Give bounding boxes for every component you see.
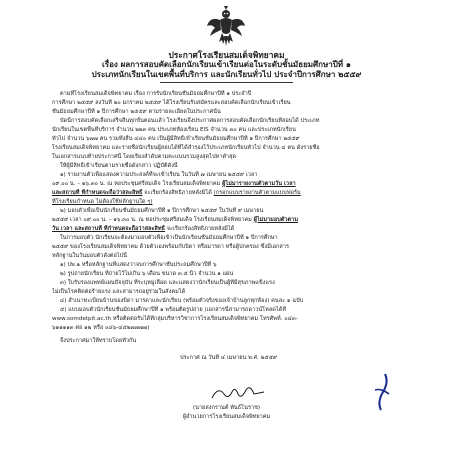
- body-line-13: [52, 198, 404, 206]
- body-line-21: ๒) รูปถ่ายนักเรียน ที่ถ่ายไว้ไม่เกิน ๖ เดือน ขนาด ๓.๕ นิ้ว จำนวน ๑ แผ่น: [60, 271, 234, 277]
- header-divider: [160, 82, 293, 83]
- announcement-date: ประกาศ ณ วันที่ ๔ เมษายน พ.ศ. ๒๕๕๙: [180, 355, 277, 361]
- body-line-20: ๑) ปพ.๑ หรือหลักฐานที่แสดงว่าจบการศึกษาชั้นประถมศึกษาปีที่ ๖: [60, 262, 217, 268]
- body-line-17: ในการมอบตัว นักเรียนจะต้องมามอบตัวเพื่อเข้าเป็นนักเรียนชั้นมัธยมศึกษาปีที่ ๑ ปีการศึกษา: [60, 235, 278, 241]
- body-line-8: ในเอกสารแนบท้ายประกาศนี้ โดยเรียงลำดับตามคะแนนรวมสูงสุดไปหาต่ำสุด: [52, 154, 237, 160]
- body-line-5: นักเรียนในเขตพื้นที่บริการ จำนวน ๒๒๓ คน ประเภทห้องเรียน EIS จำนวน ๓๐ คน และประเภทนักเรียน: [52, 127, 296, 133]
- body-line-19: หลักฐานในวันมอบตัวดังต่อไปนี้: [52, 253, 127, 259]
- body-line-27: ๖๑๑๑๑๓ ต่อ ๑๒ หรือ ๐๘๖-๔๕๒๗๗๗๗): [52, 325, 150, 331]
- body-line-1: ตามที่โรงเรียนสมเด็จพิทยาคม เรื่อง การรับนักเรียนชั้นมัธยมศึกษาปีที่ ๑ ประจำปี: [60, 91, 252, 97]
- body-line-10: ๑) รายงานตัวเพื่อแสดงความประสงค์ที่จะเข้าเรียน ในวันที่ ๗ เมษายน ๒๕๕๙ เวลา: [60, 172, 258, 178]
- handwritten-mark-icon: [367, 372, 395, 412]
- body-line-24: ๔) สำเนาทะเบียนบ้านของบิดา มารดาและนักเรียน (พร้อมตัวจริงของเจ้าบ้านลูกทุกห้อง) คนละ ๑ ฉบับ: [60, 298, 304, 304]
- body-line-9: ให้ผู้มีสิทธิ์เข้าเรียนตามรายชื่อดังกล่าว ปฏิบัติดังนี้: [60, 163, 178, 169]
- body-line-6: ทั่วไป จำนวน ๖๗๗ คน รวมทั้งสิ้น ๔๔๐ คน เป็นผู้มีสิทธิ์เข้าเรียนชั้นมัธยมศึกษาปีที่ ๑ ปีการศึกษา ๒๕๕๙: [52, 136, 300, 142]
- body-line-12-underline: (กรอกแบบรายงานตัวตามแบบฟอร์ม: [213, 190, 301, 196]
- body-line-11: [52, 180, 404, 188]
- body-line-3: ชั้นมัธยมศึกษาปีที่ ๑ ปีการศึกษา ๒๕๕๙ ตามรายละเอียดในประกาศนั้น: [52, 109, 221, 115]
- body-line-12: [52, 189, 404, 197]
- body-line-7: โรงเรียนสมเด็จพิทยาคม และรายชื่อนักเรียนผู้สอบได้ที่ได้สำรองไว้ประเภทนักเรียนทั่วไป จำนวน ๔ คน ดังรายชื่อ: [52, 145, 320, 151]
- body-line-25: ๕) แบบมอบตัวนักเรียนชั้นมัธยมศึกษาปีที่ ๑ พร้อมติดรูปถ่าย (เอกสารนี้สามารถดาวน์โหลดได้ที่: [60, 307, 287, 313]
- closing-line: จึงประกาศมาให้ทราบโดยทั่วกัน: [60, 338, 137, 344]
- signer-name: (นายสงกรานต์ พันธ์โนราช): [192, 405, 261, 411]
- body-line-15-text: ๒๕๕๙ เวลา ๐๙.๐๐ น. – ๑๖.๓๐ น. ณ หอประชุมศรีสมเด็จ โรงเรียนสมเด็จพิทยาคม: [52, 217, 254, 223]
- body-line-12-bold: และสถานที่ ที่กำหนดจะถือว่าสละสิทธิ์: [52, 190, 143, 196]
- body-line-15: [52, 216, 404, 224]
- signature-icon: [208, 382, 268, 404]
- body-line-16-bold: วัน เวลา และสถานที่ ที่กำหนดจะถือว่าสละสิทธิ์: [52, 226, 165, 232]
- body-line-11-text: ๐๙.๐๐ น. – ๑๖.๓๐ น. ณ หอประชุมศรีสมเด็จ โรงเรียนสมเด็จพิทยาคม: [52, 181, 221, 187]
- body-line-18: ๒๕๕๙ ของโรงเรียนสมเด็จพิทยาคม ด้วยตัวเองพร้อมกับบิดา หรือมารดา หรือผู้ปกครอง ซึ่งมีเอกสาร: [52, 244, 289, 250]
- body-line-13-underline: ที่โรงเรียนกำหนด ไม่ต้องใช้หลักฐานใด ๆ): [52, 199, 153, 205]
- body-line-26: www.somdetpit.ac.th หรือติดต่อรับได้ที่กลุ่มบริหารวิชาการโรงเรียนสมเด็จพิทยาคม โทรศัพท์. ๐๔๓-: [52, 316, 298, 322]
- body-line-16: [52, 225, 404, 233]
- body-line-2: การศึกษา ๒๕๕๙ ลงวันที่ ๒๐ มกราคม ๒๕๕๙ ได้โรงเรียนรับสมัครและสอบคัดเลือกนักเรียนเข้าเรียน: [52, 100, 291, 106]
- body-line-16-text: จะเรียกร้องสิทธิภายหลังมิได้: [164, 226, 235, 232]
- garuda-emblem-icon: [206, 6, 246, 48]
- body-line-12-text: จะเรียกร้องสิทธิภายหลังมิได้: [142, 190, 214, 196]
- body-line-4: บัดนี้การสอบคัดเลือกเสร็จสิ้นทุกขั้นตอนแล้ว โรงเรียนจึงประกาศผลการสอบคัดเลือกนักเรียนที่สอบได้ ประเภท: [60, 118, 320, 124]
- announcement-subtitle: ประเภทนักเรียนในเขตพื้นที่บริการ และนักเรียนทั่วไป ประจำปีการศึกษา ๒๕๕๙: [91, 70, 362, 79]
- signer-position: ผู้อำนวยการโรงเรียนสมเด็จพิทยาคม: [182, 414, 271, 420]
- announcement-subject: เรื่อง ผลการสอบคัดเลือกนักเรียนเข้าเรียนต่อในระดับชั้นมัธยมศึกษาปีที่ ๑: [102, 60, 351, 69]
- body-line-22: ๓) ใบรับรองแพทย์แผนปัจจุบัน ที่ระบุหมู่เลือด และแสดงว่านักเรียนเป็นผู้ที่มีสุขภาพแข็งแรง: [60, 280, 275, 286]
- body-line-23: ไม่เป็นโรคติดต่อร้ายแรง และสามารถอยู่ร่วมในสังคมได้: [52, 289, 186, 295]
- body-line-14: ๒) มอบตัวเพื่อเป็นนักเรียนชั้นมัธยมศึกษาปีที่ ๑ ปีการศึกษา ๒๕๕๙ ในวันที่ ๙ เมษายน: [60, 208, 264, 214]
- announcement-title: ประกาศโรงเรียนสมเด็จพิทยาคม: [168, 50, 285, 60]
- body-line-15-bold: ผู้ไม่มามอบตัวตาม: [253, 217, 299, 223]
- body-line-11-bold: ผู้ไม่มารายงานตัวตามวัน เวลา: [222, 181, 296, 187]
